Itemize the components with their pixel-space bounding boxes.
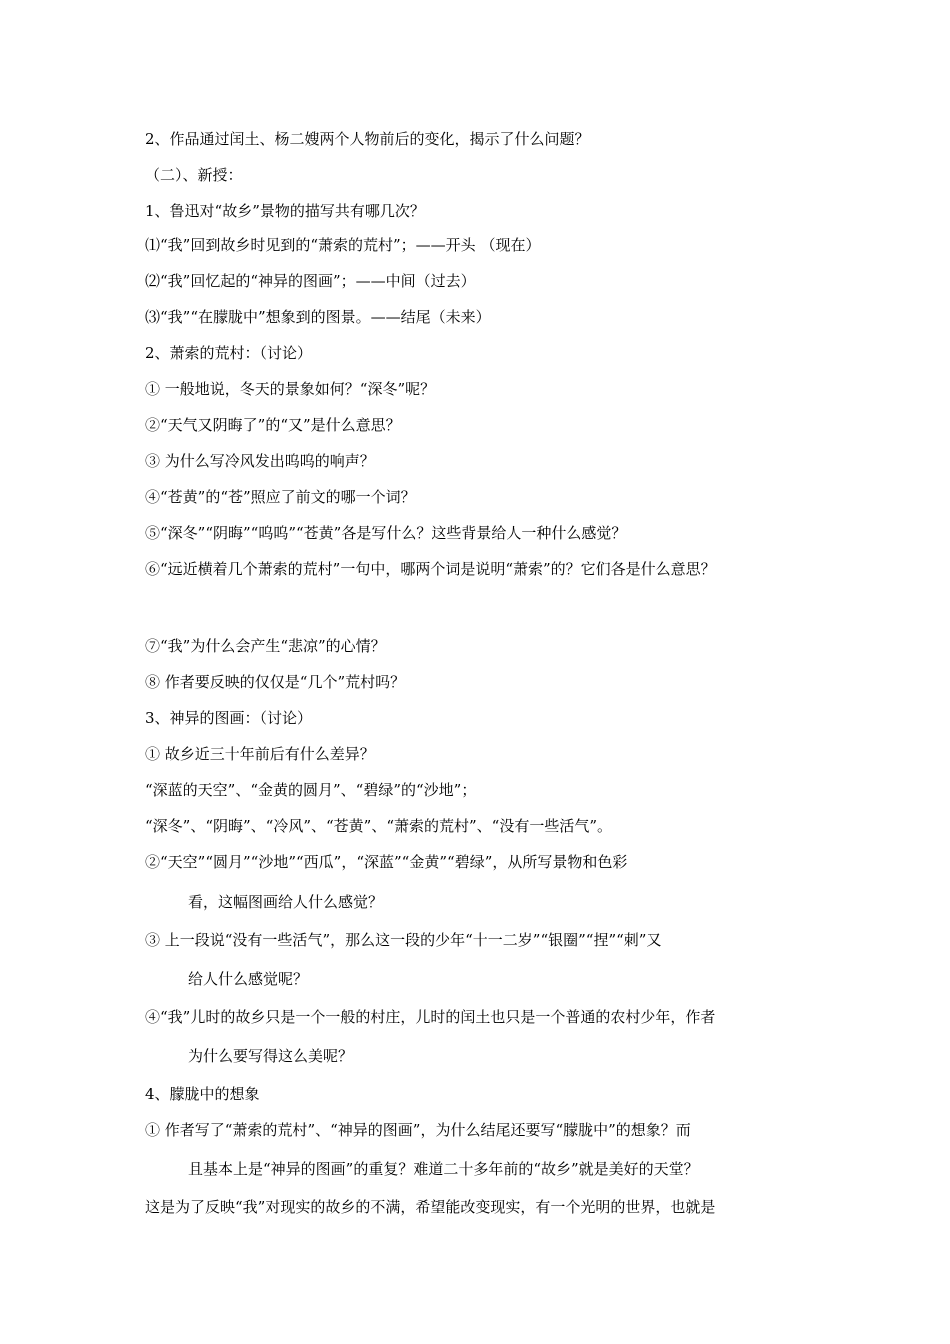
text-line: “深冬”、“阴晦”、“冷风”、“苍黄”、“萧索的荒村”、“没有一些活气”。 — [145, 817, 613, 835]
list-item: ⑤“深冬”“阴晦”“呜呜”“苍黄”各是写什么？这些背景给人一种什么感觉？ — [145, 524, 627, 542]
list-item-continuation: 看，这幅图画给人什么感觉？ — [188, 893, 384, 911]
list-item: ⑥“远近横着几个萧索的荒村”一句中，哪两个词是说明“萧索”的？它们各是什么意思？ — [145, 560, 716, 578]
text-line: 2、作品通过闰土、杨二嫂两个人物前后的变化，揭示了什么问题？ — [145, 130, 590, 148]
text-line: “深蓝的天空”、“金黄的圆月”、“碧绿”的“沙地”； — [145, 781, 477, 799]
question-heading: 1、鲁迅对“故乡”景物的描写共有哪几次？ — [145, 202, 425, 220]
question-heading: 4、朦胧中的想象 — [145, 1085, 260, 1103]
question-heading: 3、神异的图画：（讨论） — [145, 709, 313, 727]
list-item: ②“天气又阴晦了”的“又”是什么意思？ — [145, 416, 401, 434]
list-item: ⑵“我”回忆起的“神异的图画”；——中间（过去） — [145, 272, 476, 290]
text-line: 这是为了反映“我”对现实的故乡的不满，希望能改变现实，有一个光明的世界，也就是 — [145, 1198, 716, 1216]
list-item: ③ 为什么写冷风发出呜呜的响声？ — [145, 452, 375, 470]
list-item: ③ 上一段说“没有一些活气”，那么这一段的少年“十一二岁”“银圈”“捏”“刺”又 — [145, 931, 662, 949]
list-item-continuation: 为什么要写得这么美呢？ — [188, 1047, 354, 1065]
list-item: ⑶“我”“在朦胧中”想象到的图景。——结尾（未来） — [145, 308, 491, 326]
list-item: ① 故乡近三十年前后有什么差异？ — [145, 745, 375, 763]
question-heading: 2、萧索的荒村：（讨论） — [145, 344, 313, 362]
list-item: ① 作者写了“萧索的荒村”、“神异的图画”，为什么结尾还要写“朦胧中”的想象？而 — [145, 1121, 691, 1139]
list-item-continuation: 给人什么感觉呢？ — [188, 970, 309, 988]
list-item-continuation: 且基本上是“神异的图画”的重复？难道二十多年前的“故乡”就是美好的天堂？ — [188, 1160, 699, 1178]
list-item: ④“苍黄”的“苍”照应了前文的哪一个词？ — [145, 488, 416, 506]
section-heading: （二）、新授： — [145, 166, 243, 184]
list-item: ⑦“我”为什么会产生“悲凉”的心情？ — [145, 637, 386, 655]
list-item: ⑧ 作者要反映的仅仅是“几个”荒村吗？ — [145, 673, 406, 691]
list-item: ⑴“我”回到故乡时见到的“萧索的荒村”；——开头 （现在） — [145, 236, 541, 254]
list-item: ① 一般地说，冬天的景象如何？“深冬”呢？ — [145, 380, 436, 398]
list-item: ④“我”儿时的故乡只是一个一般的村庄，儿时的闰土也只是一个普通的农村少年，作者 — [145, 1008, 716, 1026]
list-item: ②“天空”“圆月”“沙地”“西瓜”，“深蓝”“金黄”“碧绿”，从所写景物和色彩 — [145, 853, 628, 871]
